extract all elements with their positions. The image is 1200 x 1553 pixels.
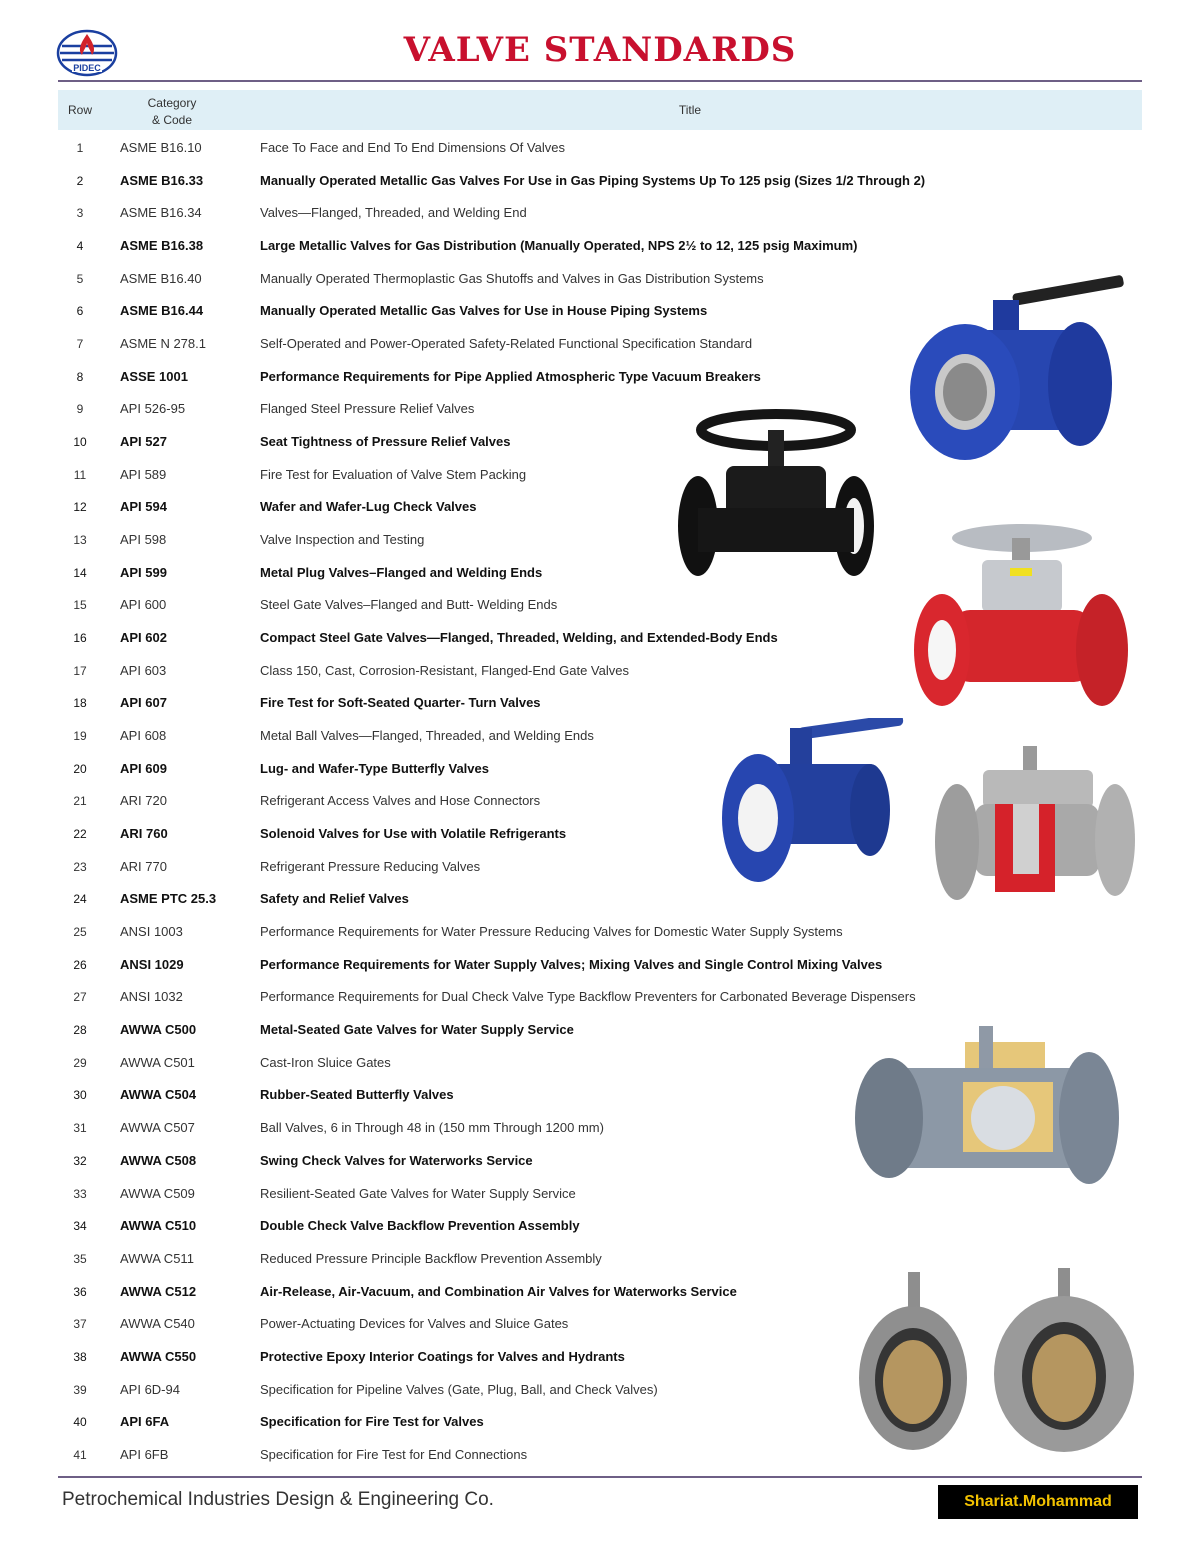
standard-code: API 526-95	[120, 401, 186, 417]
standard-code: AWWA C510	[120, 1218, 197, 1234]
table-row	[58, 230, 1142, 263]
row-number: 18	[73, 696, 87, 711]
table-row	[58, 949, 1142, 982]
standard-code: ASME N 278.1	[120, 336, 206, 352]
row-number: 20	[73, 761, 87, 776]
row-number: 9	[76, 402, 84, 417]
table-row	[58, 165, 1142, 198]
standard-title: Power-Actuating Devices for Valves and Sluice Gates	[260, 1316, 569, 1332]
row-number: 29	[73, 1055, 87, 1070]
standard-title: Solenoid Valves for Use with Volatile Refrigerants	[260, 826, 567, 842]
cutaway-trunnion-ball-valve-image	[853, 1024, 1121, 1190]
row-number: 24	[73, 892, 87, 907]
standard-code: AWWA C512	[120, 1283, 197, 1299]
standard-code: AWWA C507	[120, 1120, 195, 1136]
standard-code: AWWA C550	[120, 1348, 197, 1364]
standard-title: Performance Requirements for Water Pressure Reducing Valves for Domestic Water Supply Systems	[260, 924, 843, 940]
table-row	[58, 197, 1142, 230]
standard-code: API 589	[120, 466, 167, 482]
standard-code: AWWA C500	[120, 1022, 197, 1038]
column-header-category-line1: Category	[147, 96, 197, 110]
row-number: 33	[73, 1186, 87, 1201]
blue-ball-valve-image	[905, 272, 1130, 472]
cutaway-plug-valve-image	[935, 742, 1135, 910]
table-row	[58, 916, 1142, 949]
row-number: 14	[73, 565, 87, 580]
row-number: 6	[76, 304, 84, 319]
standard-title: Air-Release, Air-Vacuum, and Combination Air Valves for Waterworks Service	[260, 1283, 737, 1299]
standard-code: ASME PTC 25.3	[120, 891, 217, 907]
standard-title: Face To Face and End To End Dimensions Of Valves	[260, 140, 565, 155]
standard-title: Wafer and Wafer-Lug Check Valves	[260, 499, 477, 515]
standard-code: API 609	[120, 760, 167, 776]
column-header-category	[138, 95, 206, 129]
standard-title: Metal Ball Valves—Flanged, Threaded, and Welding Ends	[260, 728, 594, 744]
standard-code: API 594	[120, 499, 167, 515]
standard-code: AWWA C540	[120, 1316, 195, 1332]
standard-title: Metal Plug Valves–Flanged and Welding Ends	[260, 564, 543, 580]
pidec-logo	[56, 28, 118, 78]
standard-code: AWWA C508	[120, 1152, 197, 1168]
row-number: 37	[73, 1317, 87, 1332]
table-row	[58, 132, 1142, 165]
standard-title: Performance Requirements for Dual Check Valve Type Backflow Preventers for Carbonated Beverage Dispensers	[260, 989, 916, 1005]
standard-code: ARI 760	[120, 826, 168, 842]
standard-title: Specification for Fire Test for End Connections	[260, 1446, 528, 1462]
standard-code: ASME B16.40	[120, 270, 202, 286]
row-number: 32	[73, 1153, 87, 1168]
footer-divider	[58, 1476, 1142, 1478]
standard-title: Protective Epoxy Interior Coatings for Valves and Hydrants	[260, 1348, 625, 1364]
row-number: 15	[73, 598, 87, 613]
row-number: 36	[73, 1284, 87, 1299]
standard-title: Swing Check Valves for Waterworks Service	[260, 1152, 533, 1168]
row-number: 26	[73, 957, 87, 972]
row-number: 1	[76, 141, 84, 155]
row-number: 22	[73, 827, 87, 842]
table-row	[58, 981, 1142, 1014]
standard-code: API 527	[120, 434, 167, 450]
standard-code: ARI 770	[120, 858, 167, 874]
row-number: 3	[76, 206, 84, 221]
standard-title: Reduced Pressure Principle Backflow Prevention Assembly	[260, 1250, 602, 1266]
row-number: 10	[73, 435, 87, 450]
standard-code: AWWA C501	[120, 1054, 195, 1070]
standard-code: API 6D-94	[120, 1381, 180, 1397]
row-number: 12	[73, 500, 87, 515]
standard-code: AWWA C511	[120, 1250, 194, 1266]
row-number: 7	[76, 337, 84, 352]
standard-title: Manually Operated Thermoplastic Gas Shutoffs and Valves in Gas Distribution Systems	[260, 270, 764, 286]
page-title: VALVE STANDARDS	[403, 30, 797, 70]
standard-code: ASSE 1001	[120, 368, 188, 384]
standard-code: API 600	[120, 597, 167, 613]
logo-text: PIDEC	[73, 63, 101, 73]
standard-title: Refrigerant Pressure Reducing Valves	[260, 858, 481, 874]
row-number: 16	[73, 631, 87, 646]
column-header-category-line2: & Code	[151, 113, 193, 127]
standard-title: Lug- and Wafer-Type Butterfly Valves	[260, 760, 489, 776]
row-number: 39	[73, 1382, 87, 1397]
row-number: 4	[76, 239, 84, 254]
standard-title: Valves—Flanged, Threaded, and Welding End	[260, 205, 527, 221]
standard-title: Manually Operated Metallic Gas Valves for Use in House Piping Systems	[260, 303, 708, 319]
standard-title: Large Metallic Valves for Gas Distribution (Manually Operated, NPS 2½ to 12, 125 psig Maximum)	[260, 238, 858, 254]
standard-title: Performance Requirements for Water Supply Valves; Mixing Valves and Single Control Mixing Valves	[260, 956, 883, 972]
standard-code: AWWA C509	[120, 1185, 195, 1201]
standard-title: Seat Tightness of Pressure Relief Valves	[260, 434, 511, 450]
standard-code: API 599	[120, 564, 167, 580]
table-row	[58, 1210, 1142, 1243]
row-number: 38	[73, 1349, 87, 1364]
standard-code: API 598	[120, 532, 167, 548]
standard-title: Fire Test for Evaluation of Valve Stem Packing	[260, 466, 527, 482]
row-number: 17	[73, 663, 87, 678]
standard-title: Self-Operated and Power-Operated Safety-Related Functional Specification Standard	[260, 336, 753, 352]
standard-title: Double Check Valve Backflow Prevention Assembly	[260, 1218, 580, 1234]
standard-code: API 602	[120, 630, 167, 646]
row-number: 5	[76, 271, 84, 286]
butterfly-valves-image	[858, 1268, 1138, 1458]
standard-code: ANSI 1003	[120, 924, 183, 940]
standard-title: Cast-Iron Sluice Gates	[260, 1054, 391, 1070]
standard-title: Refrigerant Access Valves and Hose Connectors	[260, 793, 541, 809]
standard-title: Metal-Seated Gate Valves for Water Supply Service	[260, 1022, 574, 1038]
standard-title: Ball Valves, 6 in Through 48 in (150 mm Through 1200 mm)	[260, 1120, 604, 1136]
standard-title: Compact Steel Gate Valves—Flanged, Threaded, Welding, and Extended-Body Ends	[260, 630, 778, 646]
standard-code: ASME B16.10	[120, 140, 202, 155]
standard-code: ANSI 1032	[120, 989, 183, 1005]
row-number: 19	[73, 729, 87, 744]
standard-title: Valve Inspection and Testing	[260, 532, 425, 548]
standard-code: ASME B16.33	[120, 172, 204, 188]
standard-code: ASME B16.44	[120, 303, 204, 319]
blue-lever-ball-valve-image	[720, 718, 906, 890]
row-number: 21	[73, 794, 87, 809]
table-header	[58, 90, 1142, 130]
standard-code: API 603	[120, 662, 167, 678]
author-badge: Shariat.Mohammad	[938, 1485, 1138, 1519]
row-number: 13	[73, 533, 87, 548]
standard-title: Safety and Relief Valves	[260, 891, 409, 907]
red-diaphragm-valve-image	[912, 518, 1130, 723]
standard-code: ASME B16.38	[120, 238, 204, 254]
row-number: 23	[73, 859, 87, 874]
standard-code: API 608	[120, 728, 167, 744]
standard-title: Flanged Steel Pressure Relief Valves	[260, 401, 475, 417]
row-number: 35	[73, 1251, 87, 1266]
standard-title: Performance Requirements for Pipe Applied Atmospheric Type Vacuum Breakers	[260, 368, 761, 384]
header-divider	[58, 80, 1142, 82]
column-header-row: Row	[67, 103, 92, 117]
standard-code: ASME B16.34	[120, 205, 202, 221]
standard-code: AWWA C504	[120, 1087, 197, 1103]
row-number: 31	[73, 1121, 87, 1136]
standard-title: Manually Operated Metallic Gas Valves For Use in Gas Piping Systems Up To 125 psig (Sizes 1/2 Through 2)	[260, 172, 926, 188]
standard-title: Steel Gate Valves–Flanged and Butt- Welding Ends	[260, 597, 558, 613]
standard-code: API 6FB	[120, 1446, 169, 1462]
row-number: 30	[73, 1088, 87, 1103]
standard-title: Rubber-Seated Butterfly Valves	[260, 1087, 454, 1103]
standard-title: Resilient-Seated Gate Valves for Water Supply Service	[260, 1185, 576, 1201]
row-number: 28	[73, 1023, 87, 1038]
row-number: 41	[73, 1447, 87, 1462]
company-name: Petrochemical Industries Design & Engineering Co.	[62, 1489, 494, 1510]
row-number: 11	[73, 467, 87, 482]
row-number: 34	[73, 1219, 87, 1234]
standard-title: Specification for Fire Test for Valves	[260, 1414, 484, 1430]
standard-title: Fire Test for Soft-Seated Quarter- Turn Valves	[260, 695, 541, 711]
row-number: 40	[73, 1415, 87, 1430]
column-header-title: Title	[678, 103, 702, 117]
black-diaphragm-valve-image	[676, 408, 876, 598]
standard-title: Specification for Pipeline Valves (Gate, Plug, Ball, and Check Valves)	[260, 1381, 658, 1397]
standard-code: API 607	[120, 695, 167, 711]
standard-code: ANSI 1029	[120, 956, 184, 972]
row-number: 25	[73, 925, 87, 940]
standard-code: API 6FA	[120, 1414, 170, 1430]
standard-title: Class 150, Cast, Corrosion-Resistant, Flanged-End Gate Valves	[260, 662, 629, 678]
standard-code: ARI 720	[120, 793, 167, 809]
row-number: 8	[76, 369, 84, 384]
row-number: 27	[73, 990, 87, 1005]
row-number: 2	[76, 173, 84, 188]
